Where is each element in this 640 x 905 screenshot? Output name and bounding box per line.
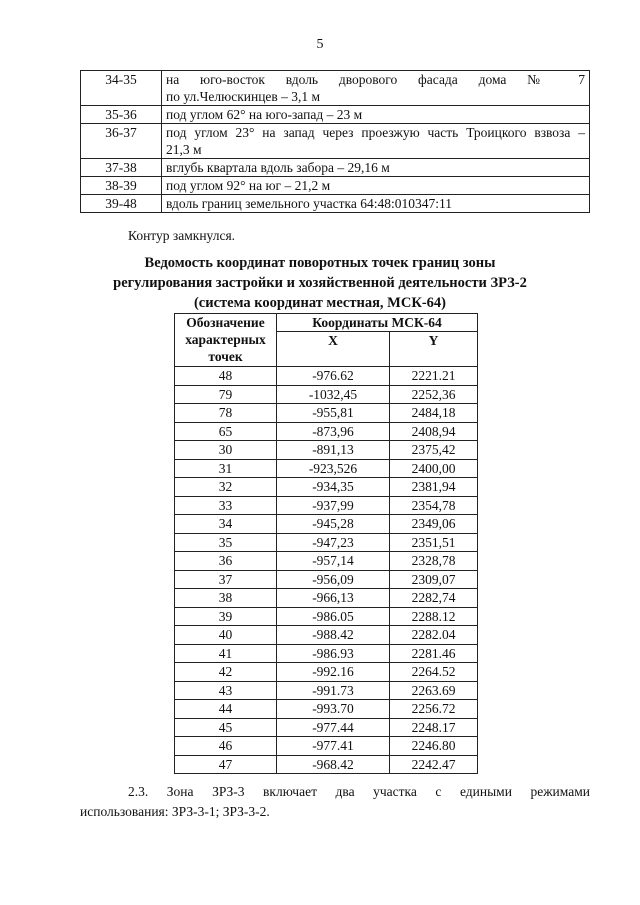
description-line: 21,3 м xyxy=(166,142,202,157)
heading-line: регулирования застройки и хозяйственной деятельности ЗРЗ-2 xyxy=(113,275,527,291)
cell-point: 78 xyxy=(175,404,277,423)
cell-y: 2408,94 xyxy=(390,422,478,441)
table-row xyxy=(175,385,478,404)
segment-description xyxy=(162,177,590,195)
cell-point: 32 xyxy=(175,478,277,497)
table-row xyxy=(175,755,478,774)
table-row xyxy=(175,681,478,700)
header-x: X xyxy=(277,332,390,367)
description-line: на юго-восток вдоль дворового фасада дома № 7 xyxy=(166,72,585,87)
cell-x: -1032,45 xyxy=(277,385,390,404)
cell-x: -873,96 xyxy=(277,422,390,441)
cell-x: -988.42 xyxy=(277,626,390,645)
page-number: 5 xyxy=(316,37,324,52)
segment-id: 37-38 xyxy=(81,159,162,177)
cell-x: -955,81 xyxy=(277,404,390,423)
cell-point: 44 xyxy=(175,700,277,719)
segment-description xyxy=(162,71,590,106)
description-line: по ул.Челюскинцев – 3,1 м xyxy=(166,89,321,104)
table-row xyxy=(175,570,478,589)
cell-x: -977.44 xyxy=(277,718,390,737)
segment-description xyxy=(162,124,590,159)
description-line: вглубь квартала вдоль забора – 29,16 м xyxy=(166,160,390,175)
table-row xyxy=(175,422,478,441)
cell-y: 2349,06 xyxy=(390,515,478,534)
cell-y: 2281.46 xyxy=(390,644,478,663)
cell-x: -937,99 xyxy=(277,496,390,515)
cell-x: -977.41 xyxy=(277,737,390,756)
cell-y: 2246.80 xyxy=(390,737,478,756)
cell-point: 38 xyxy=(175,589,277,608)
cell-point: 34 xyxy=(175,515,277,534)
paragraph-line: использования: ЗРЗ-3-1; ЗРЗ-3-2. xyxy=(80,804,270,819)
table-row xyxy=(175,367,478,386)
cell-x: -945,28 xyxy=(277,515,390,534)
cell-x: -993.70 xyxy=(277,700,390,719)
cell-point: 46 xyxy=(175,737,277,756)
cell-x: -986.05 xyxy=(277,607,390,626)
table-row xyxy=(175,441,478,460)
contour-closed-note: Контур замкнулся. xyxy=(128,228,236,243)
cell-point: 40 xyxy=(175,626,277,645)
cell-point: 65 xyxy=(175,422,277,441)
heading-line: (система координат местная, МСК-64) xyxy=(193,295,447,311)
segment-description xyxy=(162,106,590,124)
cell-y: 2400,00 xyxy=(390,459,478,478)
cell-y: 2242.47 xyxy=(390,755,478,774)
segment-id: 39-48 xyxy=(81,195,162,213)
table-row xyxy=(175,478,478,497)
cell-point: 33 xyxy=(175,496,277,515)
segment-description xyxy=(162,159,590,177)
cell-x: -991.73 xyxy=(277,681,390,700)
cell-x: -986.93 xyxy=(277,644,390,663)
cell-x: -956,09 xyxy=(277,570,390,589)
cell-x: -992.16 xyxy=(277,663,390,682)
table-row xyxy=(175,700,478,719)
table-row xyxy=(81,106,590,124)
table-row xyxy=(175,663,478,682)
cell-x: -947,23 xyxy=(277,533,390,552)
table-row xyxy=(175,589,478,608)
cell-point: 79 xyxy=(175,385,277,404)
cell-point: 35 xyxy=(175,533,277,552)
cell-point: 42 xyxy=(175,663,277,682)
header-point: Обозначение характерных точек xyxy=(175,314,277,367)
description-line: под углом 23° на запад через проезжую часть Троицкого взвоза – xyxy=(166,125,585,140)
segment-id: 36-37 xyxy=(81,124,162,159)
description-line: под углом 92° на юг – 21,2 м xyxy=(166,178,331,193)
table-row xyxy=(175,644,478,663)
table-row xyxy=(175,737,478,756)
cell-point: 41 xyxy=(175,644,277,663)
cell-y: 2221.21 xyxy=(390,367,478,386)
segment-id: 35-36 xyxy=(81,106,162,124)
table-row xyxy=(175,459,478,478)
cell-x: -976.62 xyxy=(277,367,390,386)
description-line: вдоль границ земельного участка 64:48:010347:11 xyxy=(166,196,453,211)
cell-y: 2288.12 xyxy=(390,607,478,626)
cell-x: -957,14 xyxy=(277,552,390,571)
cell-y: 2375,42 xyxy=(390,441,478,460)
cell-point: 43 xyxy=(175,681,277,700)
table-row xyxy=(175,515,478,534)
description-line: под углом 62° на юго-запад – 23 м xyxy=(166,107,363,122)
segment-id: 34-35 xyxy=(81,71,162,106)
cell-y: 2264.52 xyxy=(390,663,478,682)
header-y: Y xyxy=(390,332,478,367)
cell-y: 2351,51 xyxy=(390,533,478,552)
table-row xyxy=(175,718,478,737)
cell-x: -934,35 xyxy=(277,478,390,497)
table-row xyxy=(175,626,478,645)
table-row xyxy=(81,124,590,159)
paragraph-line: 2.3. Зона ЗРЗ-3 включает два участка с едиными режимами xyxy=(128,784,590,799)
cell-point: 45 xyxy=(175,718,277,737)
cell-point: 31 xyxy=(175,459,277,478)
cell-y: 2252,36 xyxy=(390,385,478,404)
cell-y: 2282.04 xyxy=(390,626,478,645)
cell-y: 2381,94 xyxy=(390,478,478,497)
cell-point: 37 xyxy=(175,570,277,589)
table-row xyxy=(175,496,478,515)
cell-x: -966,13 xyxy=(277,589,390,608)
cell-x: -968.42 xyxy=(277,755,390,774)
cell-y: 2263.69 xyxy=(390,681,478,700)
table-row xyxy=(81,195,590,213)
cell-y: 2484,18 xyxy=(390,404,478,423)
table-row xyxy=(175,533,478,552)
boundary-segments-table xyxy=(80,70,590,213)
cell-point: 36 xyxy=(175,552,277,571)
cell-point: 48 xyxy=(175,367,277,386)
header-coords: Координаты МСК-64 xyxy=(277,314,478,332)
cell-y: 2309,07 xyxy=(390,570,478,589)
heading-line: Ведомость координат поворотных точек границ зоны xyxy=(144,255,496,271)
cell-y: 2354,78 xyxy=(390,496,478,515)
table-row xyxy=(175,607,478,626)
cell-point: 39 xyxy=(175,607,277,626)
cell-point: 47 xyxy=(175,755,277,774)
table-row xyxy=(175,552,478,571)
table-row xyxy=(175,404,478,423)
cell-y: 2328,78 xyxy=(390,552,478,571)
cell-x: -923,526 xyxy=(277,459,390,478)
table-row xyxy=(81,71,590,106)
cell-x: -891,13 xyxy=(277,441,390,460)
coordinates-table xyxy=(174,313,478,774)
cell-point: 30 xyxy=(175,441,277,460)
segment-id: 38-39 xyxy=(81,177,162,195)
table-heading xyxy=(0,253,640,313)
cell-y: 2248.17 xyxy=(390,718,478,737)
table-row xyxy=(81,177,590,195)
cell-y: 2256.72 xyxy=(390,700,478,719)
cell-y: 2282,74 xyxy=(390,589,478,608)
segment-description xyxy=(162,195,590,213)
table-row xyxy=(81,159,590,177)
